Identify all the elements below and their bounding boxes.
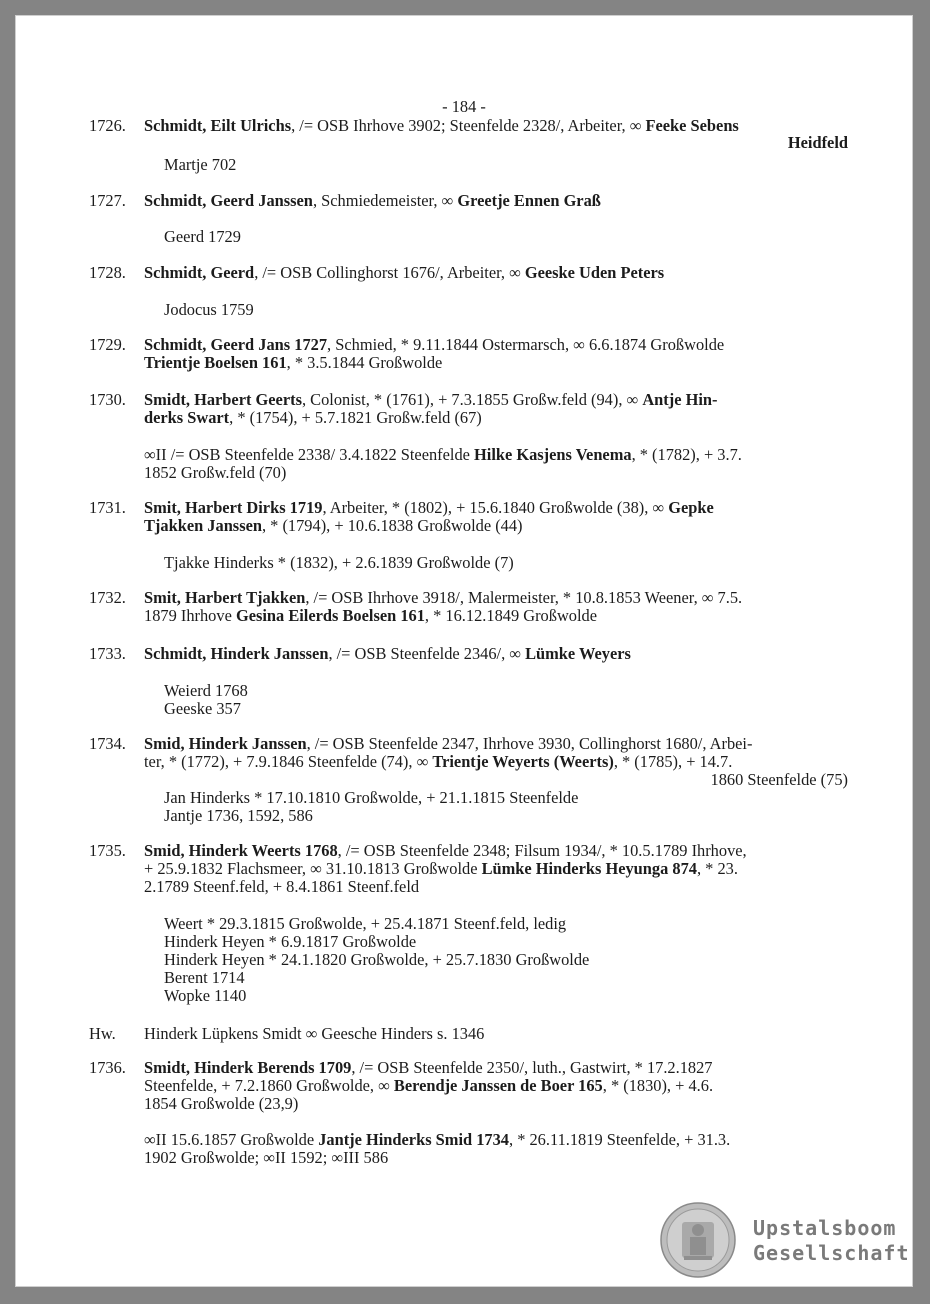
entry-line: Schmidt, Geerd Jans 1727, Schmied, * 9.11.1844 Ostermarsch, ∞ 6.6.1874 Großwolde — [144, 335, 725, 354]
child-line: Geeske 357 — [164, 699, 241, 718]
child-line: Jantje 1736, 1592, 586 — [164, 806, 313, 825]
child-line: Jodocus 1759 — [164, 300, 254, 319]
child-line: Weert * 29.3.1815 Großwolde, + 25.4.1871 Steenf.feld, ledig — [164, 914, 567, 933]
entry-line: Smid, Hinderk Weerts 1768, /= OSB Steenfelde 2348; Filsum 1934/, * 10.5.1789 Ihrhove, — [144, 841, 747, 860]
entry-number: 1733. — [89, 644, 126, 663]
entry-line: 1854 Großwolde (23,9) — [144, 1094, 299, 1113]
society-logo: Upstalsboom Gesellschaft — [753, 1216, 910, 1265]
entry-number: 1731. — [89, 498, 126, 517]
document-page — [15, 15, 913, 1287]
entry-number: 1728. — [89, 263, 126, 282]
entry-line: Schmidt, Hinderk Janssen, /= OSB Steenfelde 2346/, ∞ Lümke Weyers — [144, 644, 631, 663]
entry-number: 1736. — [89, 1058, 126, 1077]
entry-line: Schmidt, Geerd Janssen, Schmiedemeister, ∞ Greetje Ennen Graß — [144, 191, 601, 210]
child-line: Tjakke Hinderks * (1832), + 2.6.1839 Großwolde (7) — [164, 553, 514, 572]
marriage-line: ∞II /= OSB Steenfelde 2338/ 3.4.1822 Steenfelde Hilke Kasjens Venema, * (1782), + 3.7. — [144, 445, 742, 464]
entry-line: + 25.9.1832 Flachsmeer, ∞ 31.10.1813 Großwolde Lümke Hinderks Heyunga 874, * 23. — [144, 859, 738, 878]
child-line: Wopke 1140 — [164, 986, 247, 1005]
marriage-line: 1902 Großwolde; ∞II 1592; ∞III 586 — [144, 1148, 389, 1167]
entry-number: 1730. — [89, 390, 126, 409]
page-number: - 184 - — [442, 97, 486, 116]
entry-line: Trientje Boelsen 161, * 3.5.1844 Großwolde — [144, 353, 443, 372]
entry-number: 1732. — [89, 588, 126, 607]
child-line: Hinderk Heyen * 6.9.1817 Großwolde — [164, 932, 417, 951]
entry-line: Smid, Hinderk Janssen, /= OSB Steenfelde 2347, Ihrhove 3930, Collinghorst 1680/, Arbei- — [144, 734, 753, 753]
entry-line: Smidt, Harbert Geerts, Colonist, * (1761), + 7.3.1855 Großw.feld (94), ∞ Antje Hin- — [144, 390, 718, 409]
entry-line: Smidt, Hinderk Berends 1709, /= OSB Steenfelde 2350/, luth., Gastwirt, * 17.2.1827 — [144, 1058, 713, 1077]
child-line: Martje 702 — [164, 155, 237, 174]
seal-icon — [660, 1202, 736, 1278]
entry-line: Smit, Harbert Dirks 1719, Arbeiter, * (1802), + 15.6.1840 Großwolde (38), ∞ Gepke — [144, 498, 714, 517]
entry-line: Steenfelde, + 7.2.1860 Großwolde, ∞ Berendje Janssen de Boer 165, * (1830), + 4.6. — [144, 1076, 714, 1095]
entry-line: Hinderk Lüpkens Smidt ∞ Geesche Hinders s. 1346 — [144, 1024, 485, 1043]
marriage-line: ∞II 15.6.1857 Großwolde Jantje Hinderks Smid 1734, * 26.11.1819 Steenfelde, + 31.3. — [144, 1130, 731, 1149]
entry-line: Smit, Harbert Tjakken, /= OSB Ihrhove 3918/, Malermeister, * 10.8.1853 Weener, ∞ 7.5. — [144, 588, 743, 607]
entry-line: Schmidt, Eilt Ulrichs, /= OSB Ihrhove 3902; Steenfelde 2328/, Arbeiter, ∞ Feeke Sebens — [144, 116, 739, 135]
entry-number: 1734. — [89, 734, 126, 753]
entry-line: 2.1789 Steenf.feld, + 8.4.1861 Steenf.feld — [144, 877, 420, 896]
child-line: Jan Hinderks * 17.10.1810 Großwolde, + 21.1.1815 Steenfelde — [164, 788, 579, 807]
entry-line-right: 1860 Steenfelde (75) — [710, 770, 848, 789]
entry-line: derks Swart, * (1754), + 5.7.1821 Großw.feld (67) — [144, 408, 482, 427]
entry-number: Hw. — [89, 1024, 116, 1043]
entry-line: Tjakken Janssen, * (1794), + 10.6.1838 Großwolde (44) — [144, 516, 523, 535]
child-line: Geerd 1729 — [164, 227, 241, 246]
marriage-line: 1852 Großw.feld (70) — [144, 463, 287, 482]
entry-number: 1727. — [89, 191, 126, 210]
entry-line: Schmidt, Geerd, /= OSB Collinghorst 1676/, Arbeiter, ∞ Geeske Uden Peters — [144, 263, 665, 282]
child-line: Hinderk Heyen * 24.1.1820 Großwolde, + 25.7.1830 Großwolde — [164, 950, 590, 969]
child-line: Weierd 1768 — [164, 681, 248, 700]
child-line: Berent 1714 — [164, 968, 245, 987]
entry-line: ter, * (1772), + 7.9.1846 Steenfelde (74), ∞ Trientje Weyerts (Weerts), * (1785), + 14.7. — [144, 752, 733, 771]
entry-line-right: Heidfeld — [787, 133, 848, 152]
entry-line: 1879 Ihrhove Gesina Eilerds Boelsen 161, * 16.12.1849 Großwolde — [144, 606, 598, 625]
entry-number: 1735. — [89, 841, 126, 860]
entry-number: 1726. — [89, 116, 126, 135]
entry-number: 1729. — [89, 335, 126, 354]
